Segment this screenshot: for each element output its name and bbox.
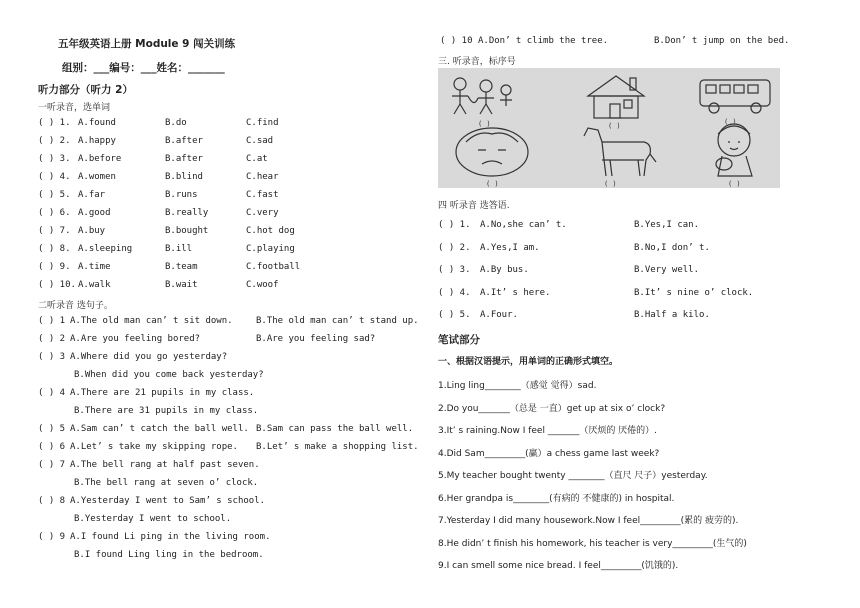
option-a: A.I found Li ping in the living room. [70,532,271,542]
option-a: A.Where did you go yesterday? [70,352,228,362]
option-a: A.Sam can’ t catch the ball well. [70,424,249,434]
girl-with-sign-picture [716,124,752,176]
fill-blank-item: 6.Her grandpa is________(有病的 不健康的) in hospital. [438,493,675,504]
option-b: B.The bell rang at seven o’ clock. [74,478,259,488]
option-b: B.Very well. [634,265,700,275]
option-a: A.before [78,154,122,164]
option-a: A.Don’ t climb the tree. [478,36,609,46]
option-c: C.woof [246,280,279,290]
written-part1-heading: 一、根据汉语提示，用单词的正确形式填空。 [438,357,619,367]
option-b: B.Let’ s make a shopping list. [256,442,419,452]
question-number: ( ) 8. [38,244,71,254]
option-c: C.fast [246,190,279,200]
option-a: A.The old man can’ t sit down. [70,316,233,326]
pic-blank-5: ( ) [604,180,617,188]
option-c: C.at [246,154,268,164]
question-number: ( ) 3. [38,154,71,164]
option-c: C.hot dog [246,226,295,236]
question-number: ( ) 2 [38,334,66,344]
bus-picture [700,80,770,113]
option-b: B.There are 31 pupils in my class. [74,406,259,416]
question-number: ( ) 3 [38,352,66,362]
option-a: A.Yesterday I went to Sam’ s school. [70,496,266,506]
option-c: C.find [246,118,279,128]
option-c: C.hear [246,172,279,182]
option-b: B.It’ s nine o’ clock. [634,287,754,298]
pic-blank-3: ( ) [724,118,737,126]
question-number: ( ) 2. [38,136,71,146]
option-a: A.Yes,I am. [480,242,540,253]
option-b: B.The old man can’ t stand up. [256,316,419,326]
question-number: ( ) 7 [38,460,66,470]
part4-heading: 四 听录音 选答语. [438,201,510,211]
part1-heading: 一听录音，选单词 [38,103,111,113]
option-b: B.team [165,262,198,272]
option-b: B.No,I don’ t. [634,242,710,253]
question-number: ( ) 6. [38,208,71,218]
fill-blank-item: 8.He didn’ t finish his homework, his teacher is very_________(生气的) [438,538,747,549]
option-b: B.after [165,154,203,164]
option-b: B.wait [165,280,198,290]
option-b: B.ill [165,244,193,254]
option-a: A.By bus. [480,265,529,275]
option-c: C.sad [246,136,274,146]
option-b: B.do [165,118,187,128]
option-c: C.playing [246,244,295,254]
picture-panel [438,68,780,188]
question-number: ( ) 10 [440,36,473,46]
question-number: ( ) 8 [38,496,66,506]
option-a: A.buy [78,226,106,236]
part2-heading: 二听录音 选句子。 [38,301,113,311]
question-number: ( ) 2. [438,242,471,253]
kids-playing-picture [452,78,512,114]
option-b: B.blind [165,172,203,182]
option-a: A.sleeping [78,244,133,254]
option-b: B.bought [165,226,209,236]
option-a: A.far [78,190,106,200]
option-a: A.There are 21 pupils in my class. [70,388,255,398]
sad-face-picture [456,128,528,176]
fill-blank-item: 4.Did Sam_________(赢）a chess game last week? [438,448,660,459]
option-b: B.runs [165,190,198,200]
option-b: B.Half a kilo. [634,310,710,320]
pic-blank-2: ( ) [608,122,621,130]
question-number: ( ) 9. [38,262,71,272]
option-b: B.Don’ t jump on the bed. [654,36,790,46]
option-b: B.I found Ling ling in the bedroom. [74,550,264,560]
question-number: ( ) 6 [38,442,66,452]
pic-blank-6: ( ) [728,180,741,188]
question-number: ( ) 4 [38,388,66,398]
option-b: B.after [165,136,203,146]
option-a: A.time [78,262,111,272]
question-number: ( ) 5. [438,310,471,320]
option-a: A.It’ s here. [480,287,551,298]
option-b: B.Yesterday I went to school. [74,514,232,524]
fill-blank-item: 5.My teacher bought twenty ________（直尺 尺子）yesterday. [438,471,708,481]
part3-heading: 三. 听录音，标序号 [438,57,516,67]
option-a: A.good [78,208,111,218]
option-b: B.Yes,I can. [634,220,700,230]
written-heading: 笔试部分 [438,334,480,346]
house-picture [588,76,644,118]
question-number: ( ) 1. [38,118,71,128]
option-b: B.When did you come back yesterday? [74,370,264,380]
pictures-illustration [438,68,780,188]
option-b: B.Are you feeling sad? [256,334,376,344]
option-a: A.Four. [480,310,518,320]
option-a: A.The bell rang at half past seven. [70,460,260,470]
option-a: A.No,she can’ t. [480,220,567,230]
fill-blank-item: 3.It’ s raining.Now I feel _______（厌烦的 厌倦的）. [438,426,658,436]
page-title: 五年级英语上册 Module 9 闯关训练 [58,38,236,50]
option-b: B.Sam can pass the ball well. [256,424,414,434]
fill-blank-item: 7.Yesterday I did many housework.Now I feel_________(累的 疲劳的). [438,516,739,526]
option-c: C.football [246,262,301,272]
question-number: ( ) 5. [38,190,71,200]
question-number: ( ) 4. [38,172,71,182]
pic-blank-4: ( ) [486,180,499,188]
fill-blank-item: 2.Do you_______（总是 一直）get up at six o’ clock? [438,403,666,414]
student-info: 组别：___编号：___姓名：_______ [62,62,225,74]
question-number: ( ) 5 [38,424,66,434]
question-number: ( ) 1. [438,220,471,230]
question-number: ( ) 9 [38,532,66,542]
option-a: A.Let’ s take my skipping rope. [70,442,238,452]
option-a: A.happy [78,136,116,146]
pic-blank-1: ( ) [478,120,491,128]
question-number: ( ) 7. [38,226,71,236]
option-a: A.women [78,172,116,182]
horse-picture [584,128,656,176]
question-number: ( ) 4. [438,287,471,298]
question-number: ( ) 10. [38,280,76,290]
option-a: A.Are you feeling bored? [70,334,201,344]
listening-heading: 听力部分（听力 2） [38,84,133,96]
question-number: ( ) 1 [38,316,66,326]
fill-blank-item: 1.Ling ling________（感觉 觉得）sad. [438,381,597,391]
fill-blank-item: 9.I can smell some nice bread. I feel_________(饥饿的). [438,561,679,571]
option-a: A.walk [78,280,111,290]
option-a: A.found [78,118,116,128]
option-c: C.very [246,208,279,218]
option-b: B.really [165,208,209,218]
question-number: ( ) 3. [438,265,471,275]
